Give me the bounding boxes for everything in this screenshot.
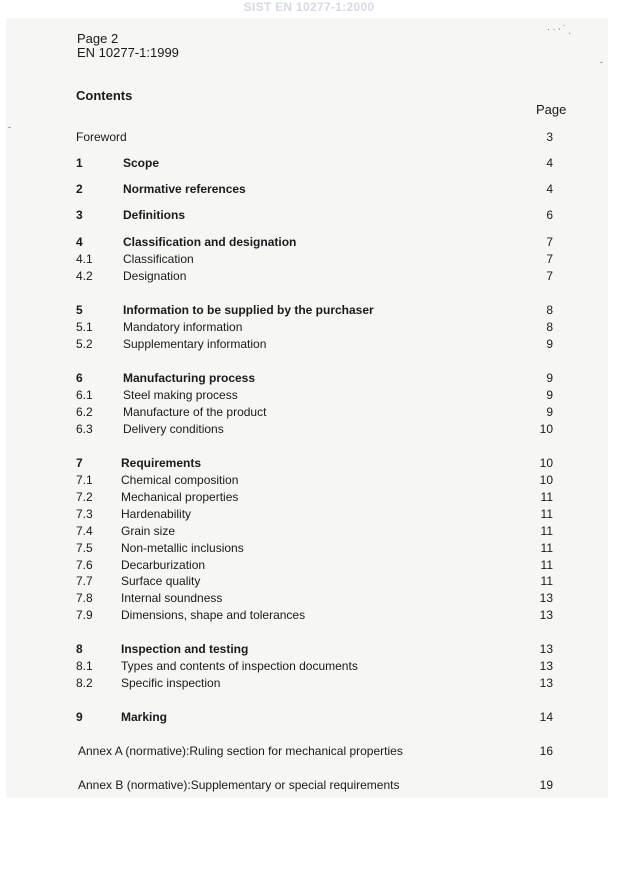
toc-number: 5.1 — [76, 320, 93, 334]
toc-number: 4.1 — [76, 252, 93, 266]
toc-page: 8 — [546, 303, 553, 317]
toc-page: 13 — [539, 591, 553, 605]
toc-page: 11 — [540, 490, 553, 504]
toc-title: Marking — [121, 710, 168, 724]
watermark: SIST EN 10277-1:2000 — [243, 0, 375, 14]
toc-title: Chemical composition — [121, 473, 239, 487]
toc-title: Manufacture of the product — [123, 405, 267, 419]
toc-row — [0, 404, 618, 421]
toc-page: 13 — [539, 642, 553, 656]
toc-row — [0, 370, 618, 387]
toc-number: 7.5 — [76, 541, 93, 555]
toc-number: 6.3 — [76, 422, 93, 436]
toc-number: 7 — [76, 456, 83, 470]
toc-title: Scope — [123, 156, 160, 170]
toc-page: 6 — [546, 208, 553, 222]
toc-page: 16 — [539, 744, 553, 758]
toc-title: Manufacturing process — [123, 371, 256, 385]
toc-number: 1 — [76, 156, 83, 170]
toc-page: 10 — [539, 456, 553, 470]
toc-row — [0, 557, 618, 574]
toc-row — [0, 251, 618, 268]
toc-number: 7.4 — [76, 524, 93, 538]
contents-title: Contents — [76, 88, 133, 103]
toc-number: 7.3 — [76, 507, 93, 521]
toc-row — [0, 590, 618, 607]
toc-row-annex — [0, 777, 618, 794]
toc-number: 6 — [76, 371, 83, 385]
toc-number: 8.1 — [76, 659, 93, 673]
toc-title: Mechanical properties — [121, 490, 239, 504]
toc-title: Foreword — [76, 130, 127, 144]
toc-row — [0, 607, 618, 624]
page-column-label: Page — [536, 102, 567, 117]
toc-row-foreword — [0, 129, 618, 146]
toc-title: Internal soundness — [121, 591, 223, 605]
toc-title: Specific inspection — [121, 676, 221, 690]
toc-title: Information to be supplied by the purchaser — [123, 303, 374, 317]
toc-page: 7 — [546, 269, 553, 283]
toc-number: 8.2 — [76, 676, 93, 690]
toc-number: 4.2 — [76, 269, 93, 283]
scan-speck: - — [600, 57, 603, 67]
toc-title: Surface quality — [121, 574, 201, 588]
toc-page: 13 — [539, 608, 553, 622]
toc-row — [0, 472, 618, 489]
toc-number: 6.2 — [76, 405, 93, 419]
toc-page: 9 — [546, 371, 553, 385]
toc-number: 4 — [76, 235, 83, 249]
toc-row — [0, 234, 618, 251]
toc-title: Dimensions, shape and tolerances — [121, 608, 306, 622]
toc-row — [0, 302, 618, 319]
toc-page: 11 — [540, 541, 553, 555]
toc-row — [0, 387, 618, 404]
toc-row — [0, 573, 618, 590]
standard-id: EN 10277-1:1999 — [77, 45, 179, 60]
toc-number: 7.6 — [76, 558, 93, 572]
toc-title: Inspection and testing — [121, 642, 249, 656]
scan-speck: · · ⸱ ˙ ˎ — [547, 24, 572, 34]
toc-title: Types and contents of inspection documents — [121, 659, 358, 673]
toc-row — [0, 675, 618, 692]
toc-title: Hardenability — [121, 507, 192, 521]
toc-title: Decarburization — [121, 558, 206, 572]
toc-title: Requirements — [121, 456, 202, 470]
toc-row — [0, 421, 618, 438]
toc-title: Non-metallic inclusions — [121, 541, 244, 555]
toc-number: 7.8 — [76, 591, 93, 605]
toc-page: 9 — [546, 337, 553, 351]
toc-number: 5.2 — [76, 337, 93, 351]
toc-page: 9 — [546, 405, 553, 419]
toc-page: 3 — [546, 130, 553, 144]
toc-number: 3 — [76, 208, 83, 222]
toc-page: 7 — [546, 252, 553, 266]
toc-title: Normative references — [123, 182, 246, 196]
toc-number: 7.2 — [76, 490, 93, 504]
toc-row — [0, 455, 618, 472]
toc-row — [0, 658, 618, 675]
toc-title: Classification and designation — [123, 235, 297, 249]
page-number: Page 2 — [77, 31, 119, 46]
toc-title: Designation — [123, 269, 187, 283]
toc-row — [0, 540, 618, 557]
toc-number: 9 — [76, 710, 83, 724]
toc-row — [0, 181, 618, 198]
toc-number: 6.1 — [76, 388, 93, 402]
toc-row-annex — [0, 743, 618, 760]
toc-page: 10 — [539, 473, 553, 487]
toc-row — [0, 155, 618, 172]
toc-number: 7.1 — [76, 473, 93, 487]
toc-page: 13 — [539, 676, 553, 690]
toc-page: 4 — [546, 156, 553, 170]
toc-title: Annex A (normative):Ruling section for mechanical properties — [78, 744, 403, 758]
toc-title: Annex B (normative):Supplementary or special requirements — [78, 778, 400, 792]
toc-row — [0, 709, 618, 726]
toc-title: Classification — [123, 252, 194, 266]
toc-title: Definitions — [123, 208, 185, 222]
toc-row — [0, 319, 618, 336]
toc-page: 11 — [540, 524, 553, 538]
toc-number: 8 — [76, 642, 83, 656]
toc-page: 4 — [546, 182, 553, 196]
toc-page: 14 — [539, 710, 553, 724]
toc-page: 9 — [546, 388, 553, 402]
toc-row — [0, 268, 618, 285]
toc-title: Steel making process — [123, 388, 238, 402]
toc-row — [0, 207, 618, 224]
scan-speck: - — [8, 122, 11, 132]
toc-page: 8 — [546, 320, 553, 334]
toc-title: Delivery conditions — [123, 422, 224, 436]
toc-number: 5 — [76, 303, 83, 317]
toc-page: 10 — [539, 422, 553, 436]
toc-row — [0, 489, 618, 506]
toc-page: 7 — [546, 235, 553, 249]
toc-page: 19 — [539, 778, 553, 792]
toc-page: 13 — [539, 659, 553, 673]
toc-number: 7.7 — [76, 574, 93, 588]
toc-row — [0, 523, 618, 540]
toc-number: 7.9 — [76, 608, 93, 622]
toc-title: Mandatory information — [123, 320, 243, 334]
toc-page: 11 — [540, 574, 553, 588]
toc-row — [0, 506, 618, 523]
toc-title: Grain size — [121, 524, 176, 538]
toc-number: 2 — [76, 182, 83, 196]
toc-row — [0, 336, 618, 353]
toc-row — [0, 641, 618, 658]
toc-title: Supplementary information — [123, 337, 267, 351]
toc-page: 11 — [540, 507, 553, 521]
toc-page: 11 — [540, 558, 553, 572]
